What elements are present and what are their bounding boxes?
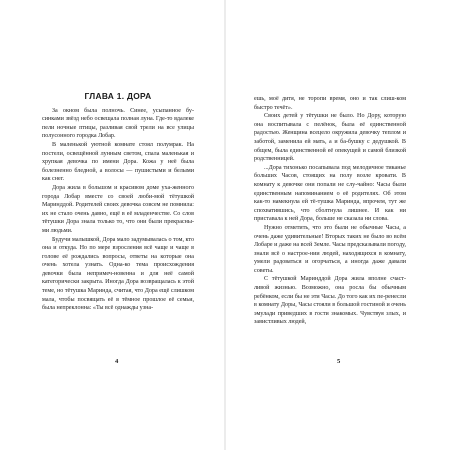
paragraph: За окном была полночь. Синее, усыпанное бу-синками звёзд небо освещала полная луна. Где-то вдалеке пели ночные птицы, разливая свой трели на все улицы полусонного городка Лобар. xyxy=(42,107,194,140)
paragraph: С тётушкой Маринддой Дора жила вполне счаст-ливой жизнью. Возможно, она росла бы обычным ребёнком, если бы не эти Часы. До того как их пе-ренесли в комнату Доры, Часы стояли в большой гостиной и очень эмулади приведших в гости знакомых. Чувствуя злых, и завистливых людей, xyxy=(254,276,406,326)
chapter-title: ГЛАВА 1. ДОРА xyxy=(84,91,152,101)
right-text-block xyxy=(254,95,406,327)
paragraph: ...Дора тихонько посапывала под мелодичное тиканье больших Часов, стоящих на полу возле кровати. В комнату к девочке они попали не слу-чайно: Часы были единственным напоминанием о её родителях. Об этом как-то намекнула ей тё-тушка Маринда, впрочем, тут же спохватившись, что сболтнула лишнее. И как ни приставала к ней Дора, больше не сказала ни слова. xyxy=(254,164,406,223)
paragraph: В маленькой уютной комнате стоял полумрак. На постели, освещённой лунным светом, спала маленькая и хрупкая девочка по имени Дора. Кожа у неё была болезненно бледной, а волосы — пушистыми и белыми как снег. xyxy=(42,141,194,183)
right-page xyxy=(225,0,450,450)
page-number: 4 xyxy=(115,358,119,365)
paragraph: Нужно отметить, что это были не обычные Часы, а очень даже удивительные! Вторых таких не было во всём Лобаре и даже на всей Земле. Часы предсказывали погоду, знали всё о настрое-нии людей, находящихся в комнату, умели радоваться и огорчаться, а иногда даже давали советы. xyxy=(254,224,406,274)
left-text-block xyxy=(42,92,194,313)
page-number: 5 xyxy=(337,358,341,365)
paragraph: Будучи малышкой, Дора мало задумывалась о том, кто она и откуда. Но по мере взросления всё чаще и чаще в голове её рождались вопросы, ответы на которые она очень хотела узнать. Одна-ко тема происхождения девочки была непримеч-новенна и для неё самой категорически закрыта. Иногда Дора возвращалась к этой теме, но тётушка Маринда, считая, что Дора ещё слишком мала, чтобы посвящать её в тёмное прошлое её семьи, была непреклонна: «Ты всё однажды узна- xyxy=(42,236,195,312)
paragraph: Своих детей у тётушки не было. Но Дору, которую она воспитывала с пелёнок, была её единственной радостью. Женщина всецело окружила девочку теплом и заботой, заменила ей мать, а и ба-бушку с дедушкой. В общем, была единственной её опекущей и самой близкой родственницей. xyxy=(254,113,406,163)
paragraph: ешь, моё дитя, не торопи время, оно и так слиш-ком быстро течёт». xyxy=(254,96,406,111)
paragraph: Дора жила в большом и красивом доме уха-женного города Лобар вместе со своей люби-мой тётушкой Маринддой. Родителей своих девочка совсем не помнила: их не стало очень давно, ещё в её младенчестве. Со слов тётушки Дора знала только то, что они были прекрасны-ми людьми. xyxy=(42,184,194,234)
